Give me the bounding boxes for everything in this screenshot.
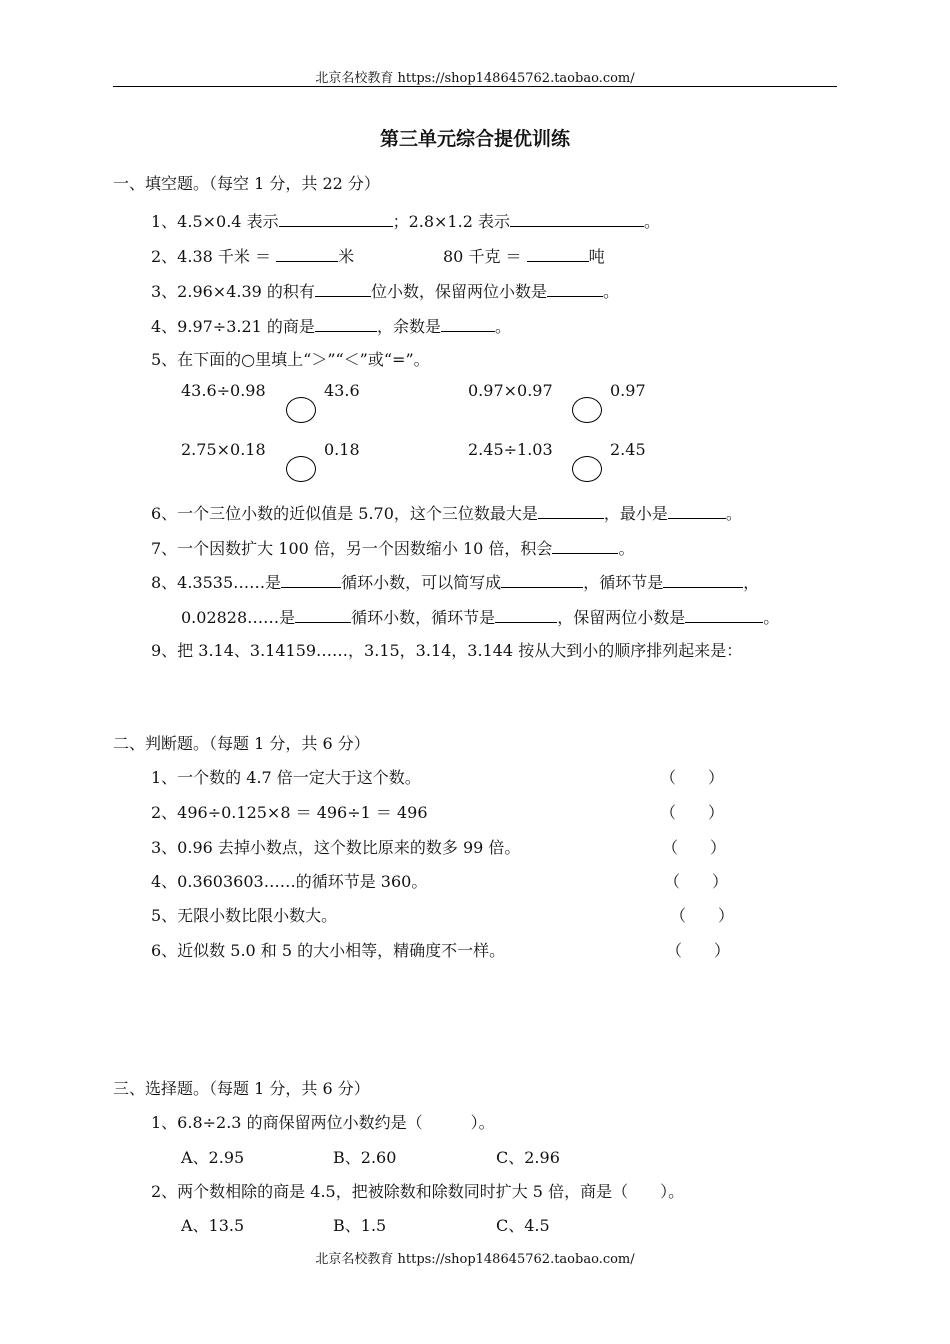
answer-blank[interactable]: [552, 537, 618, 554]
page-title: 第三单元综合提优训练: [379, 128, 570, 150]
judge-item-2: 2、496÷0.125×8 ＝ 496÷1 ＝ 496: [151, 803, 428, 822]
fill-question-1: 1、4.5×0.4 表示 ；2.8×1.2 表示 。: [151, 212, 660, 231]
fill-question-8b: 0.02828……是 循环小数，循环节是 ，保留两位小数是 。: [181, 608, 780, 627]
fill-question-8: 8、4.3535……是 循环小数，可以简写成 ，循环节是 ，: [151, 573, 760, 592]
header-rule: [113, 86, 837, 87]
judge-answer-bracket[interactable]: （ ）: [660, 803, 725, 822]
choice-question-1: 1、6.8÷2.3 的商保留两位小数约是（ ）。: [151, 1113, 495, 1132]
choice-option-b[interactable]: B、1.5: [333, 1216, 387, 1235]
answer-blank[interactable]: [527, 245, 589, 262]
answer-blank[interactable]: [495, 606, 557, 623]
fill-question-6: 6、一个三位小数的近似值是 5.70，这个三位数最大是 ，最小是 。: [151, 504, 742, 523]
choice-option-a[interactable]: A、13.5: [181, 1216, 245, 1235]
answer-blank[interactable]: [668, 502, 726, 519]
page-header: 北京名校教育 https://shop148645762.taobao.com/: [315, 71, 635, 86]
choice-question-2: 2、两个数相除的商是 4.5，把被除数和除数同时扩大 5 倍，商是（ ）。: [151, 1182, 685, 1201]
answer-blank[interactable]: [441, 315, 495, 332]
fill-question-5: 5、在下面的○里填上“＞”“＜”或“=”。: [151, 350, 430, 369]
judge-answer-bracket[interactable]: （ ）: [666, 941, 731, 960]
compare-right-1: 43.6: [324, 381, 360, 400]
fill-question-3: 3、2.96×4.39 的积有 位小数，保留两位小数是 。: [151, 282, 619, 301]
answer-blank[interactable]: [510, 210, 644, 227]
judge-answer-bracket[interactable]: （ ）: [662, 838, 727, 857]
answer-blank[interactable]: [538, 502, 604, 519]
answer-blank[interactable]: [315, 315, 377, 332]
fill-question-2b: 80 千克 ＝ 吨: [443, 247, 605, 266]
judge-answer-bracket[interactable]: （ ）: [660, 768, 725, 787]
judge-item-6: 6、近似数 5.0 和 5 的大小相等，精确度不一样。: [151, 941, 506, 960]
compare-right-2: 0.97: [610, 381, 646, 400]
compare-right-4: 2.45: [610, 440, 646, 459]
choice-option-b[interactable]: B、2.60: [333, 1148, 397, 1167]
answer-blank[interactable]: [315, 280, 371, 297]
fill-question-9: 9、把 3.14、3.14159……，3.15，3.14，3.144 按从大到小的顺序排列起来是：: [151, 641, 743, 660]
fill-question-7: 7、一个因数扩大 100 倍，另一个因数缩小 10 倍，积会 。: [151, 539, 635, 558]
judge-item-5: 5、无限小数比限小数大。: [151, 906, 338, 925]
judge-item-1: 1、一个数的 4.7 倍一定大于这个数。: [151, 768, 421, 787]
compare-circle[interactable]: [286, 397, 316, 423]
choice-option-c[interactable]: C、2.96: [496, 1148, 560, 1167]
answer-blank[interactable]: [547, 280, 603, 297]
answer-blank[interactable]: [281, 571, 341, 588]
page-footer: 北京名校教育 https://shop148645762.taobao.com/: [315, 1252, 635, 1267]
compare-left-2: 0.97×0.97: [468, 381, 553, 400]
judge-answer-bracket[interactable]: （ ）: [670, 906, 735, 925]
judge-answer-bracket[interactable]: （ ）: [664, 872, 729, 891]
answer-blank[interactable]: [501, 571, 583, 588]
fill-question-4: 4、9.97÷3.21 的商是 ，余数是 。: [151, 317, 511, 336]
fill-question-2: 2、4.38 千米 ＝ 米: [151, 247, 355, 266]
section-fill-heading: 一、填空题。（每空 1 分，共 22 分）: [113, 174, 380, 193]
compare-circle[interactable]: [572, 456, 602, 482]
section-choice-heading: 三、选择题。（每题 1 分，共 6 分）: [113, 1079, 370, 1098]
answer-blank[interactable]: [279, 210, 393, 227]
compare-right-3: 0.18: [324, 440, 360, 459]
compare-left-3: 2.75×0.18: [181, 440, 266, 459]
choice-option-a[interactable]: A、2.95: [181, 1148, 245, 1167]
judge-item-4: 4、0.3603603……的循环节是 360。: [151, 872, 428, 891]
compare-left-1: 43.6÷0.98: [181, 381, 266, 400]
answer-blank[interactable]: [685, 606, 763, 623]
compare-circle[interactable]: [572, 397, 602, 423]
compare-left-4: 2.45÷1.03: [468, 440, 553, 459]
answer-blank[interactable]: [276, 245, 338, 262]
judge-item-3: 3、0.96 去掉小数点，这个数比原来的数多 99 倍。: [151, 838, 521, 857]
section-judge-heading: 二、判断题。（每题 1 分，共 6 分）: [113, 734, 370, 753]
answer-blank[interactable]: [295, 606, 351, 623]
compare-circle[interactable]: [286, 456, 316, 482]
answer-blank[interactable]: [663, 571, 743, 588]
choice-option-c[interactable]: C、4.5: [496, 1216, 550, 1235]
